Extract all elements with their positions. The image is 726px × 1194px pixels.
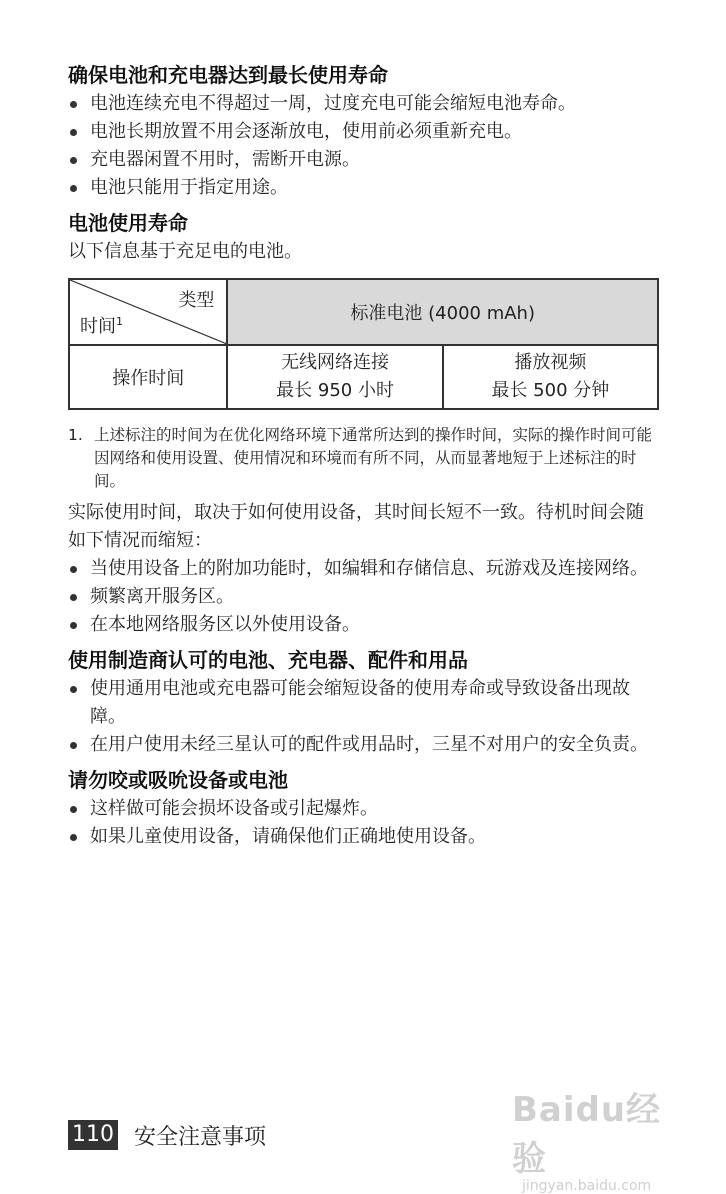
bullet-item: 电池长期放置不用会逐渐放电，使用前必须重新充电。: [68, 118, 660, 146]
table-header-standard-battery: 标准电池 (4000 mAh): [227, 279, 658, 345]
footnote-number: 1.: [68, 426, 83, 444]
footer-section-title: 安全注意事项: [134, 1124, 267, 1150]
bullet-item: 在本地网络服务区以外使用设备。: [68, 611, 660, 639]
bullet-list: [68, 555, 660, 639]
document-page: [68, 60, 660, 851]
bullet-item: 电池连续充电不得超过一周，过度充电可能会缩短电池寿命。: [68, 90, 660, 118]
bullet-list: [68, 795, 660, 851]
bullet-item: 频繁离开服务区。: [68, 583, 660, 611]
cell-line: 播放视频: [514, 352, 587, 373]
section-title-approved-accessories: 使用制造商认可的电池、充电器、配件和用品: [68, 648, 468, 672]
bullet-item: 如果儿童使用设备，请确保他们正确地使用设备。: [68, 823, 660, 851]
table-row-label: 操作时间: [69, 345, 227, 409]
section-title-do-not-bite: 请勿咬或吸吮设备或电池: [68, 768, 288, 792]
page-number: 110: [68, 1120, 118, 1150]
corner-label-type: 类型: [178, 290, 215, 311]
table-cell-wireless: [227, 345, 442, 409]
bullet-list: [68, 90, 660, 202]
corner-label-time: 时间$^1$: [80, 315, 123, 337]
bullet-list: [68, 675, 660, 759]
table-corner-cell: [69, 279, 227, 345]
bullet-item: 使用通用电池或充电器可能会缩短设备的使用寿命或导致设备出现故障。: [68, 675, 660, 731]
cell-line: 最长 950 小时: [276, 380, 394, 401]
bullet-item: 这样做可能会损坏设备或引起爆炸。: [68, 795, 660, 823]
baidu-watermark: [512, 1082, 690, 1194]
cell-line: 无线网络连接: [281, 352, 390, 373]
watermark-logo: Baidu经验: [512, 1090, 662, 1179]
cell-line: 最长 500 分钟: [491, 380, 610, 401]
battery-spec-table: [68, 278, 659, 410]
footnote-text: 上述标注的时间为在优化网络环境下通常所达到的操作时间，实际的操作时间可能因网络和使用设置、使用情况和环境而有所不同，从而显著地短于上述标注的时间。: [94, 426, 653, 490]
bullet-item: 充电器闲置不用时，需断开电源。: [68, 146, 660, 174]
section-title-battery-life-max: 确保电池和充电器达到最长使用寿命: [68, 63, 388, 87]
watermark-url: jingyan.baidu.com: [522, 1178, 652, 1194]
page-footer: [68, 1119, 266, 1151]
bullet-item: 当使用设备上的附加功能时，如编辑和存储信息、玩游戏及连接网络。: [68, 555, 660, 583]
usage-paragraph: 实际使用时间，取决于如何使用设备，其时间长短不一致。待机时间会随如下情况而缩短：: [68, 502, 644, 551]
section-title-battery-usage-life: 电池使用寿命: [68, 211, 188, 235]
footnote: [68, 424, 660, 493]
table-cell-video: [443, 345, 658, 409]
bullet-item: 电池只能用于指定用途。: [68, 174, 660, 202]
footnote-ref: 1: [116, 315, 123, 328]
bullet-item: 在用户使用未经三星认可的配件或用品时，三星不对用户的安全负责。: [68, 731, 660, 759]
intro-text: 以下信息基于充足电的电池。: [68, 241, 302, 262]
